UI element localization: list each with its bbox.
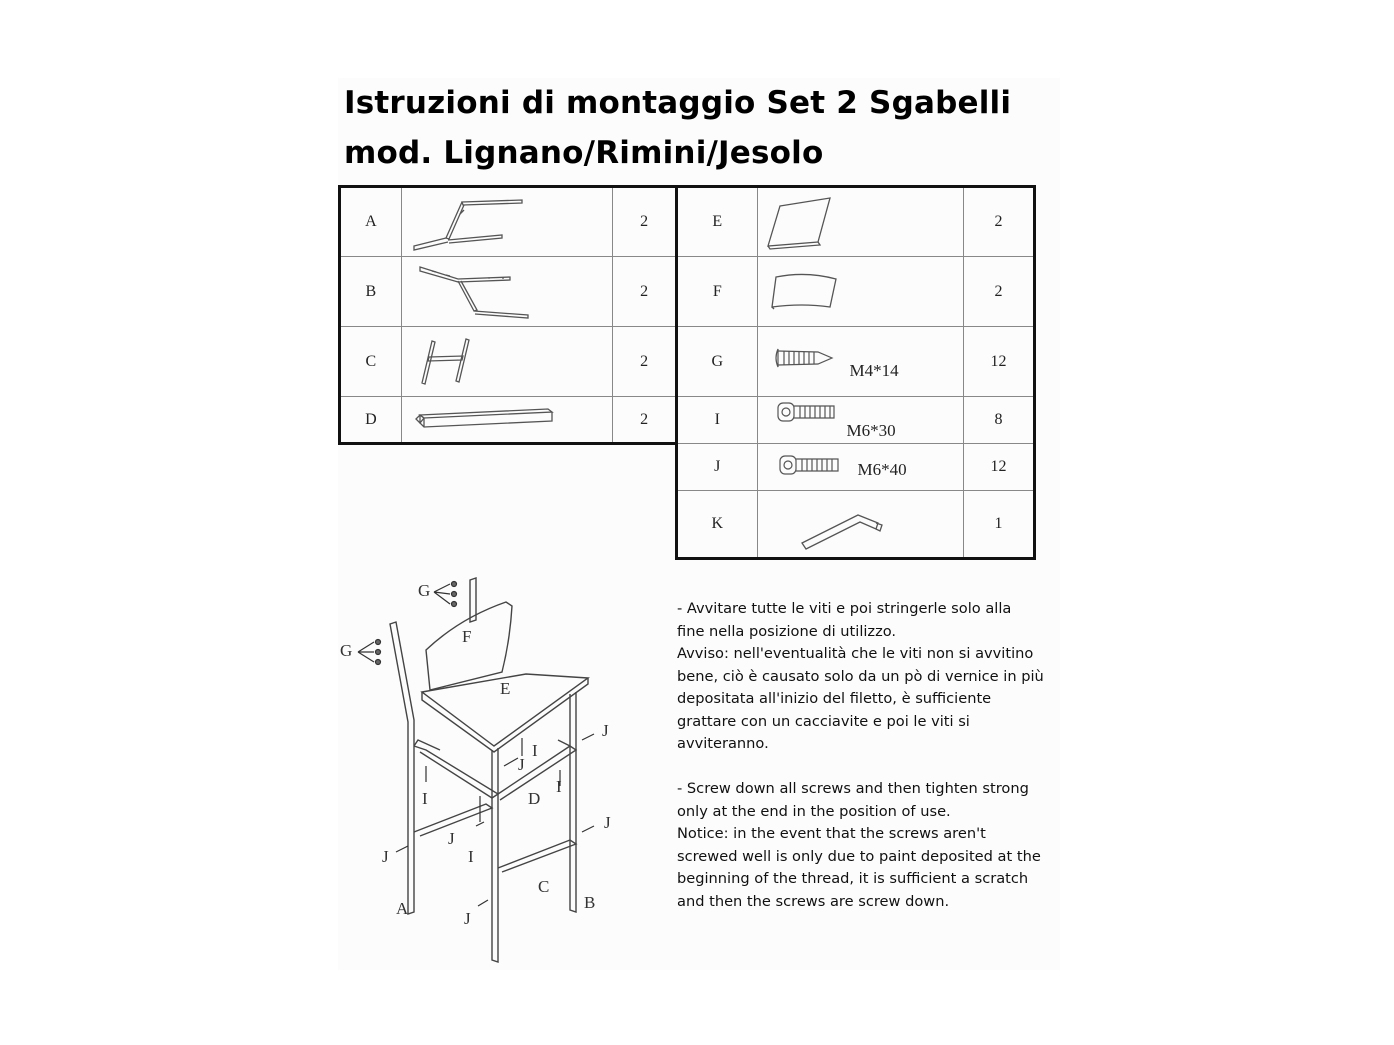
part-quantity: 2	[613, 187, 677, 257]
assembly-notes	[677, 598, 1067, 913]
diagram-label-g: G	[340, 641, 353, 660]
note-line: bene, ciò è causato solo da un pò di vernice in più	[677, 667, 1044, 685]
table-row	[340, 257, 677, 327]
square-tube-icon	[402, 397, 614, 444]
diagram-label-d: D	[528, 789, 541, 808]
part-picture	[757, 327, 964, 397]
note-line: only at the end in the position of use.	[677, 802, 951, 820]
part-spec: M6*40	[857, 460, 907, 479]
part-quantity: 2	[613, 397, 677, 444]
part-code: F	[677, 257, 758, 327]
diagram-label-j: J	[604, 813, 611, 832]
table-row	[340, 327, 677, 397]
diagram-label-c: C	[538, 877, 550, 896]
part-picture	[757, 491, 964, 559]
note-line: Notice: in the event that the screws aren't	[677, 825, 986, 842]
note-line: - Avvitare tutte le viti e poi stringerle solo alla	[677, 600, 1012, 617]
note-line: grattare con un cacciavite e poi le viti si	[677, 712, 970, 730]
h-crossbar-icon	[402, 327, 614, 397]
part-picture	[401, 327, 613, 397]
part-picture	[757, 257, 964, 327]
title-line-2: mod. Lignano/Rimini/Jesolo	[344, 135, 824, 171]
part-spec: M6*30	[846, 421, 896, 440]
diagram-label-b: B	[584, 893, 596, 912]
diagram-label-j: J	[518, 755, 525, 774]
part-quantity: 2	[613, 327, 677, 397]
parts-table-left	[338, 185, 678, 445]
page-title	[344, 78, 1011, 178]
part-code: G	[677, 327, 758, 397]
table-row	[677, 257, 1035, 327]
part-quantity: 2	[613, 257, 677, 327]
part-picture	[757, 397, 964, 444]
part-picture	[757, 187, 964, 257]
part-picture	[401, 397, 613, 444]
diagram-label-j: J	[464, 909, 471, 928]
diagram-label-f: F	[462, 627, 472, 646]
part-code: K	[677, 491, 758, 559]
diagram-label-j: J	[448, 829, 455, 848]
backrest-panel	[426, 602, 512, 690]
part-quantity: 12	[964, 444, 1035, 491]
part-quantity: 8	[964, 397, 1035, 444]
seat-panel-icon	[758, 188, 968, 258]
part-picture	[401, 187, 613, 257]
note-line: and then the screws are screw down.	[677, 892, 950, 910]
part-picture	[401, 257, 613, 327]
note-line: - Screw down all screws and then tighten strong	[677, 780, 1029, 797]
table-row	[677, 491, 1035, 559]
diagram-label-i: I	[556, 777, 562, 796]
table-row	[340, 397, 677, 444]
diagram-label-g: G	[418, 581, 431, 600]
diagram-label-j: J	[602, 721, 609, 740]
note-line: beginning of the thread, it is sufficient a scratch	[677, 870, 1029, 887]
table-row	[677, 444, 1035, 491]
part-quantity: 2	[964, 187, 1035, 257]
part-code: J	[677, 444, 758, 491]
diagram-label-i: I	[532, 741, 538, 760]
note-line: fine nella posizione di utilizzo.	[677, 622, 897, 640]
note-line: screwed well is only due to paint deposited at the	[677, 847, 1041, 865]
part-code: A	[340, 187, 402, 257]
part-code: D	[340, 397, 402, 444]
part-quantity: 12	[964, 327, 1035, 397]
diagram-label-a: A	[396, 899, 409, 918]
note-line: depositata all'inizio del filetto, è sufficiente	[677, 690, 992, 707]
frame-side-a-icon	[402, 188, 614, 258]
table-row	[340, 187, 677, 257]
part-spec: M4*14	[849, 361, 899, 380]
part-code: B	[340, 257, 402, 327]
part-quantity: 1	[964, 491, 1035, 559]
backrest-panel-icon	[758, 257, 968, 327]
paragraph-gap	[677, 756, 1067, 779]
note-line: avviteranno.	[677, 735, 769, 752]
part-code: E	[677, 187, 758, 257]
table-row	[677, 327, 1035, 397]
diagram-label-i: I	[468, 847, 474, 866]
note-line: Avviso: nell'eventualità che le viti non si avvitino	[677, 645, 1034, 662]
allen-key-icon	[758, 491, 968, 559]
diagram-label-i: I	[422, 789, 428, 808]
assembly-diagram	[330, 560, 630, 970]
table-row	[677, 397, 1035, 444]
table-row	[677, 187, 1035, 257]
frame-side-b-icon	[402, 257, 614, 327]
parts-table-right	[675, 185, 1036, 560]
part-code: C	[340, 327, 402, 397]
title-line-1: Istruzioni di montaggio Set 2 Sgabelli	[344, 85, 1012, 121]
diagram-label-j: J	[382, 847, 389, 866]
part-code: I	[677, 397, 758, 444]
part-quantity: 2	[964, 257, 1035, 327]
backrest-post-left	[390, 622, 414, 914]
diagram-label-e: E	[500, 679, 511, 698]
part-picture	[757, 444, 964, 491]
